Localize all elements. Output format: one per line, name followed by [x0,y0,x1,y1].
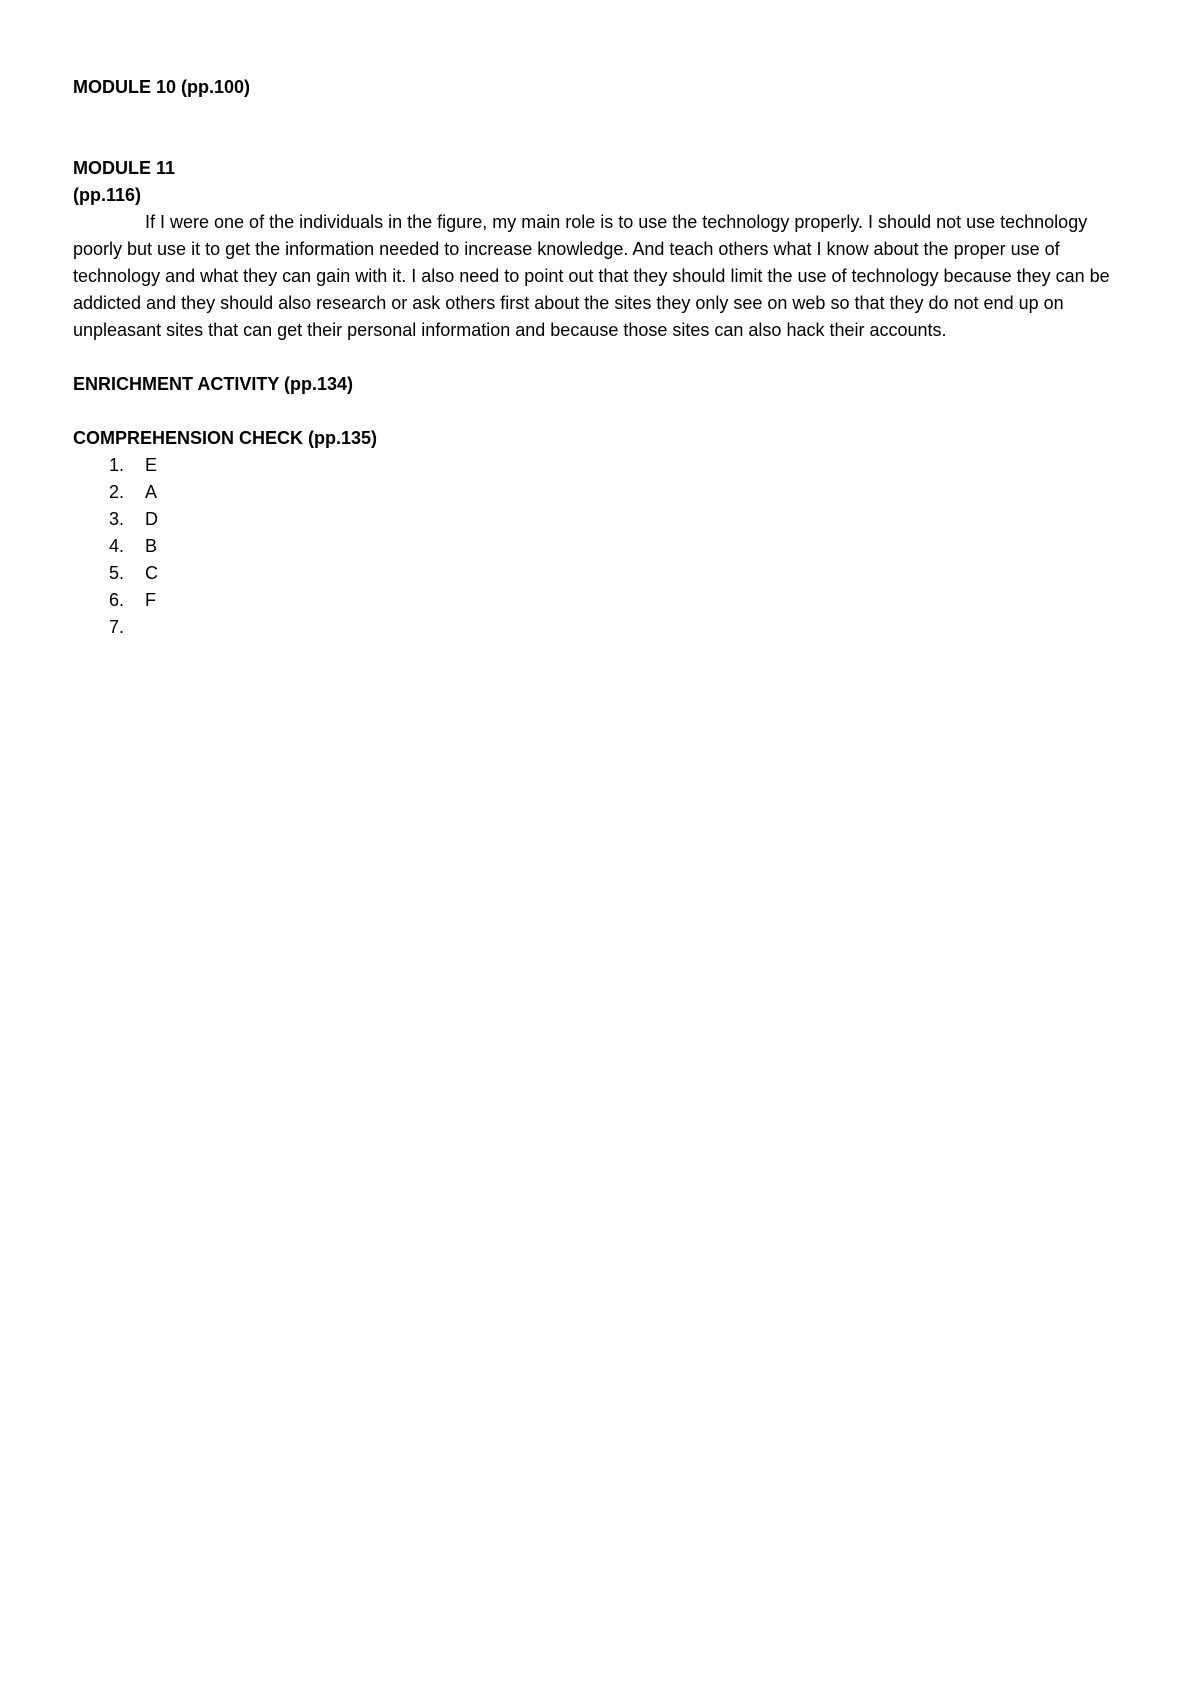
spacer [73,398,1133,425]
answer-number: 7. [109,617,125,637]
answer-number: 6. [109,590,125,610]
answer-number: 5. [109,563,125,583]
answer-number: 3. [109,509,125,529]
list-item [73,452,1133,479]
spacer [73,344,1133,371]
module11-paragraph: If I were one of the individuals in the figure, my main role is to use the technology properly. I should not use technology poorly but use it to get the information needed to increase knowledge. And teach others what I know about the proper use of technology and what they can gain with it. I also need to point out that they should limit the use of technology because they can be addicted and they should also research or ask others first about the sites they only see on web so that they do not end up on unpleasant sites that can get their personal information and because those sites can also hack their accounts. [73,212,1110,340]
answer-value: D [145,509,158,529]
answer-list [73,452,1133,641]
answer-number: 4. [109,536,125,556]
list-item [73,479,1133,506]
list-item [73,614,1133,641]
answer-value: C [145,563,158,583]
list-item [73,506,1133,533]
document-content [73,74,1133,641]
comprehension-heading: COMPREHENSION CHECK (pp.135) [73,428,378,448]
module11-heading: MODULE 11 [73,158,176,178]
list-item [73,560,1133,587]
enrichment-heading: ENRICHMENT ACTIVITY (pp.134) [73,374,354,394]
answer-value: E [145,455,158,475]
answer-value: F [145,590,156,610]
answer-value: B [145,536,158,556]
module10-heading: MODULE 10 (pp.100) [73,77,251,97]
answer-number: 2. [109,482,125,502]
answer-number: 1. [109,455,125,475]
list-item [73,587,1133,614]
module11-pages: (pp.116) [73,185,142,205]
list-item [73,533,1133,560]
answer-value: A [145,482,158,502]
spacer [73,101,1133,155]
